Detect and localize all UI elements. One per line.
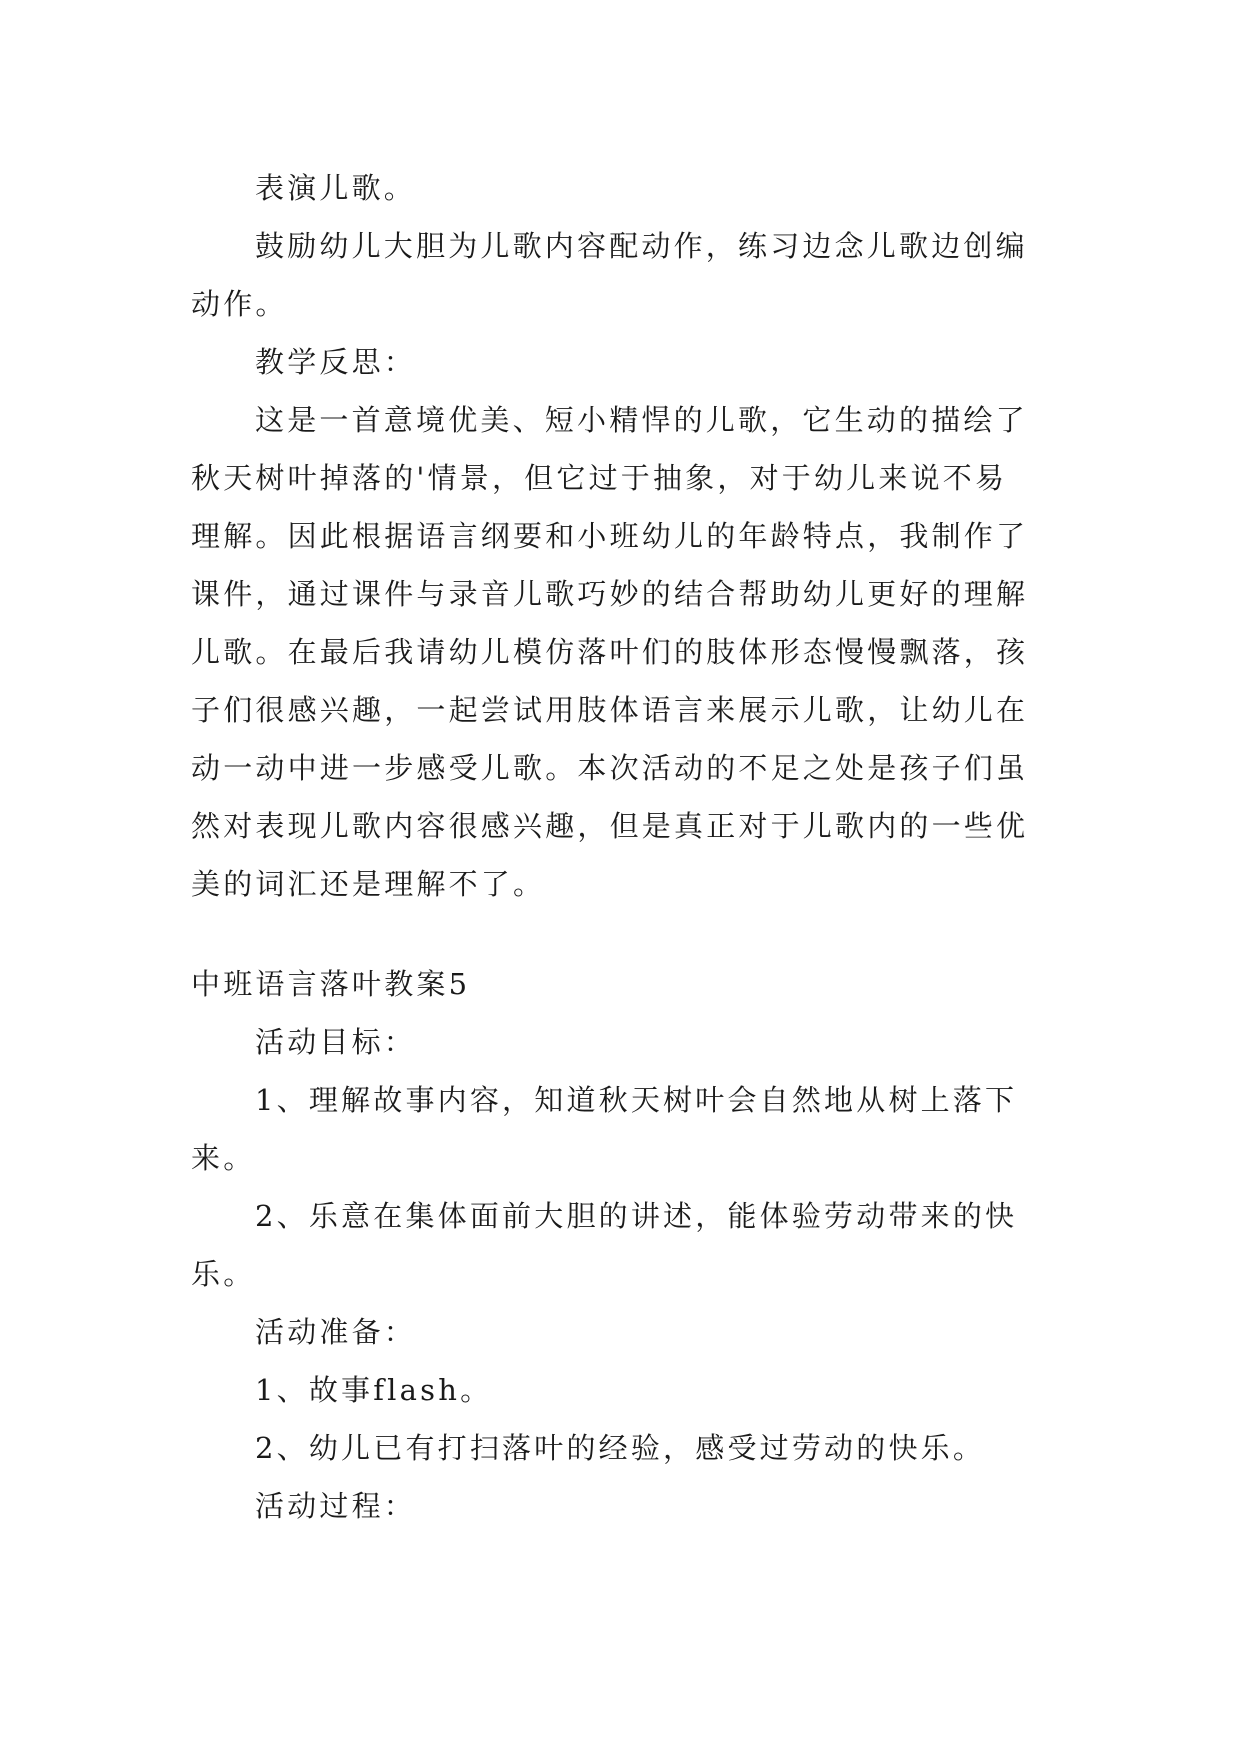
- paragraph-line: 活动过程：: [255, 1489, 417, 1523]
- paragraph-line: 2、幼儿已有打扫落叶的经验，感受过劳动的快乐。: [255, 1431, 986, 1465]
- paragraph-line: 1、故事flash。: [255, 1373, 493, 1407]
- paragraph-line: 然对表现儿歌内容很感兴趣，但是真正对于儿歌内的一些优: [191, 809, 1029, 843]
- paragraph-line: 理解。因此根据语言纲要和小班幼儿的年龄特点，我制作了: [191, 519, 1029, 553]
- paragraph-line: 2、乐意在集体面前大胆的讲述，能体验劳动带来的快: [255, 1199, 1018, 1233]
- section-gap: [191, 913, 1061, 955]
- paragraph-line: 活动目标：: [255, 1025, 417, 1059]
- paragraph-line: 动一动中进一步感受儿歌。本次活动的不足之处是孩子们虽: [191, 751, 1029, 785]
- paragraph-line: 动作。: [191, 287, 288, 321]
- paragraph-line: 活动准备：: [255, 1315, 417, 1349]
- paragraph-line: 教学反思：: [255, 345, 417, 379]
- document-body: [191, 159, 1061, 1535]
- paragraph-line: 美的词汇还是理解不了。: [191, 867, 546, 901]
- paragraph-line: 乐。: [191, 1257, 256, 1291]
- paragraph-line: 子们很感兴趣，一起尝试用肢体语言来展示儿歌，让幼儿在: [191, 693, 1029, 727]
- paragraph-line: 课件，通过课件与录音儿歌巧妙的结合帮助幼儿更好的理解: [191, 577, 1029, 611]
- paragraph-line: 表演儿歌。: [255, 171, 417, 205]
- paragraph-line: 来。: [191, 1141, 256, 1175]
- paragraph-line: 鼓励幼儿大胆为儿歌内容配动作，练习边念儿歌边创编: [255, 229, 1028, 263]
- paragraph-line: 儿歌。在最后我请幼儿模仿落叶们的肢体形态慢慢飘落，孩: [191, 635, 1029, 669]
- section-heading: 中班语言落叶教案5: [191, 967, 471, 1001]
- paragraph-line: 秋天树叶掉落的'情景，但它过于抽象，对于幼儿来说不易: [191, 461, 1008, 495]
- paragraph-line: 这是一首意境优美、短小精悍的儿歌，它生动的描绘了: [255, 403, 1028, 437]
- paragraph-line: 1、理解故事内容，知道秋天树叶会自然地从树上落下: [255, 1083, 1018, 1117]
